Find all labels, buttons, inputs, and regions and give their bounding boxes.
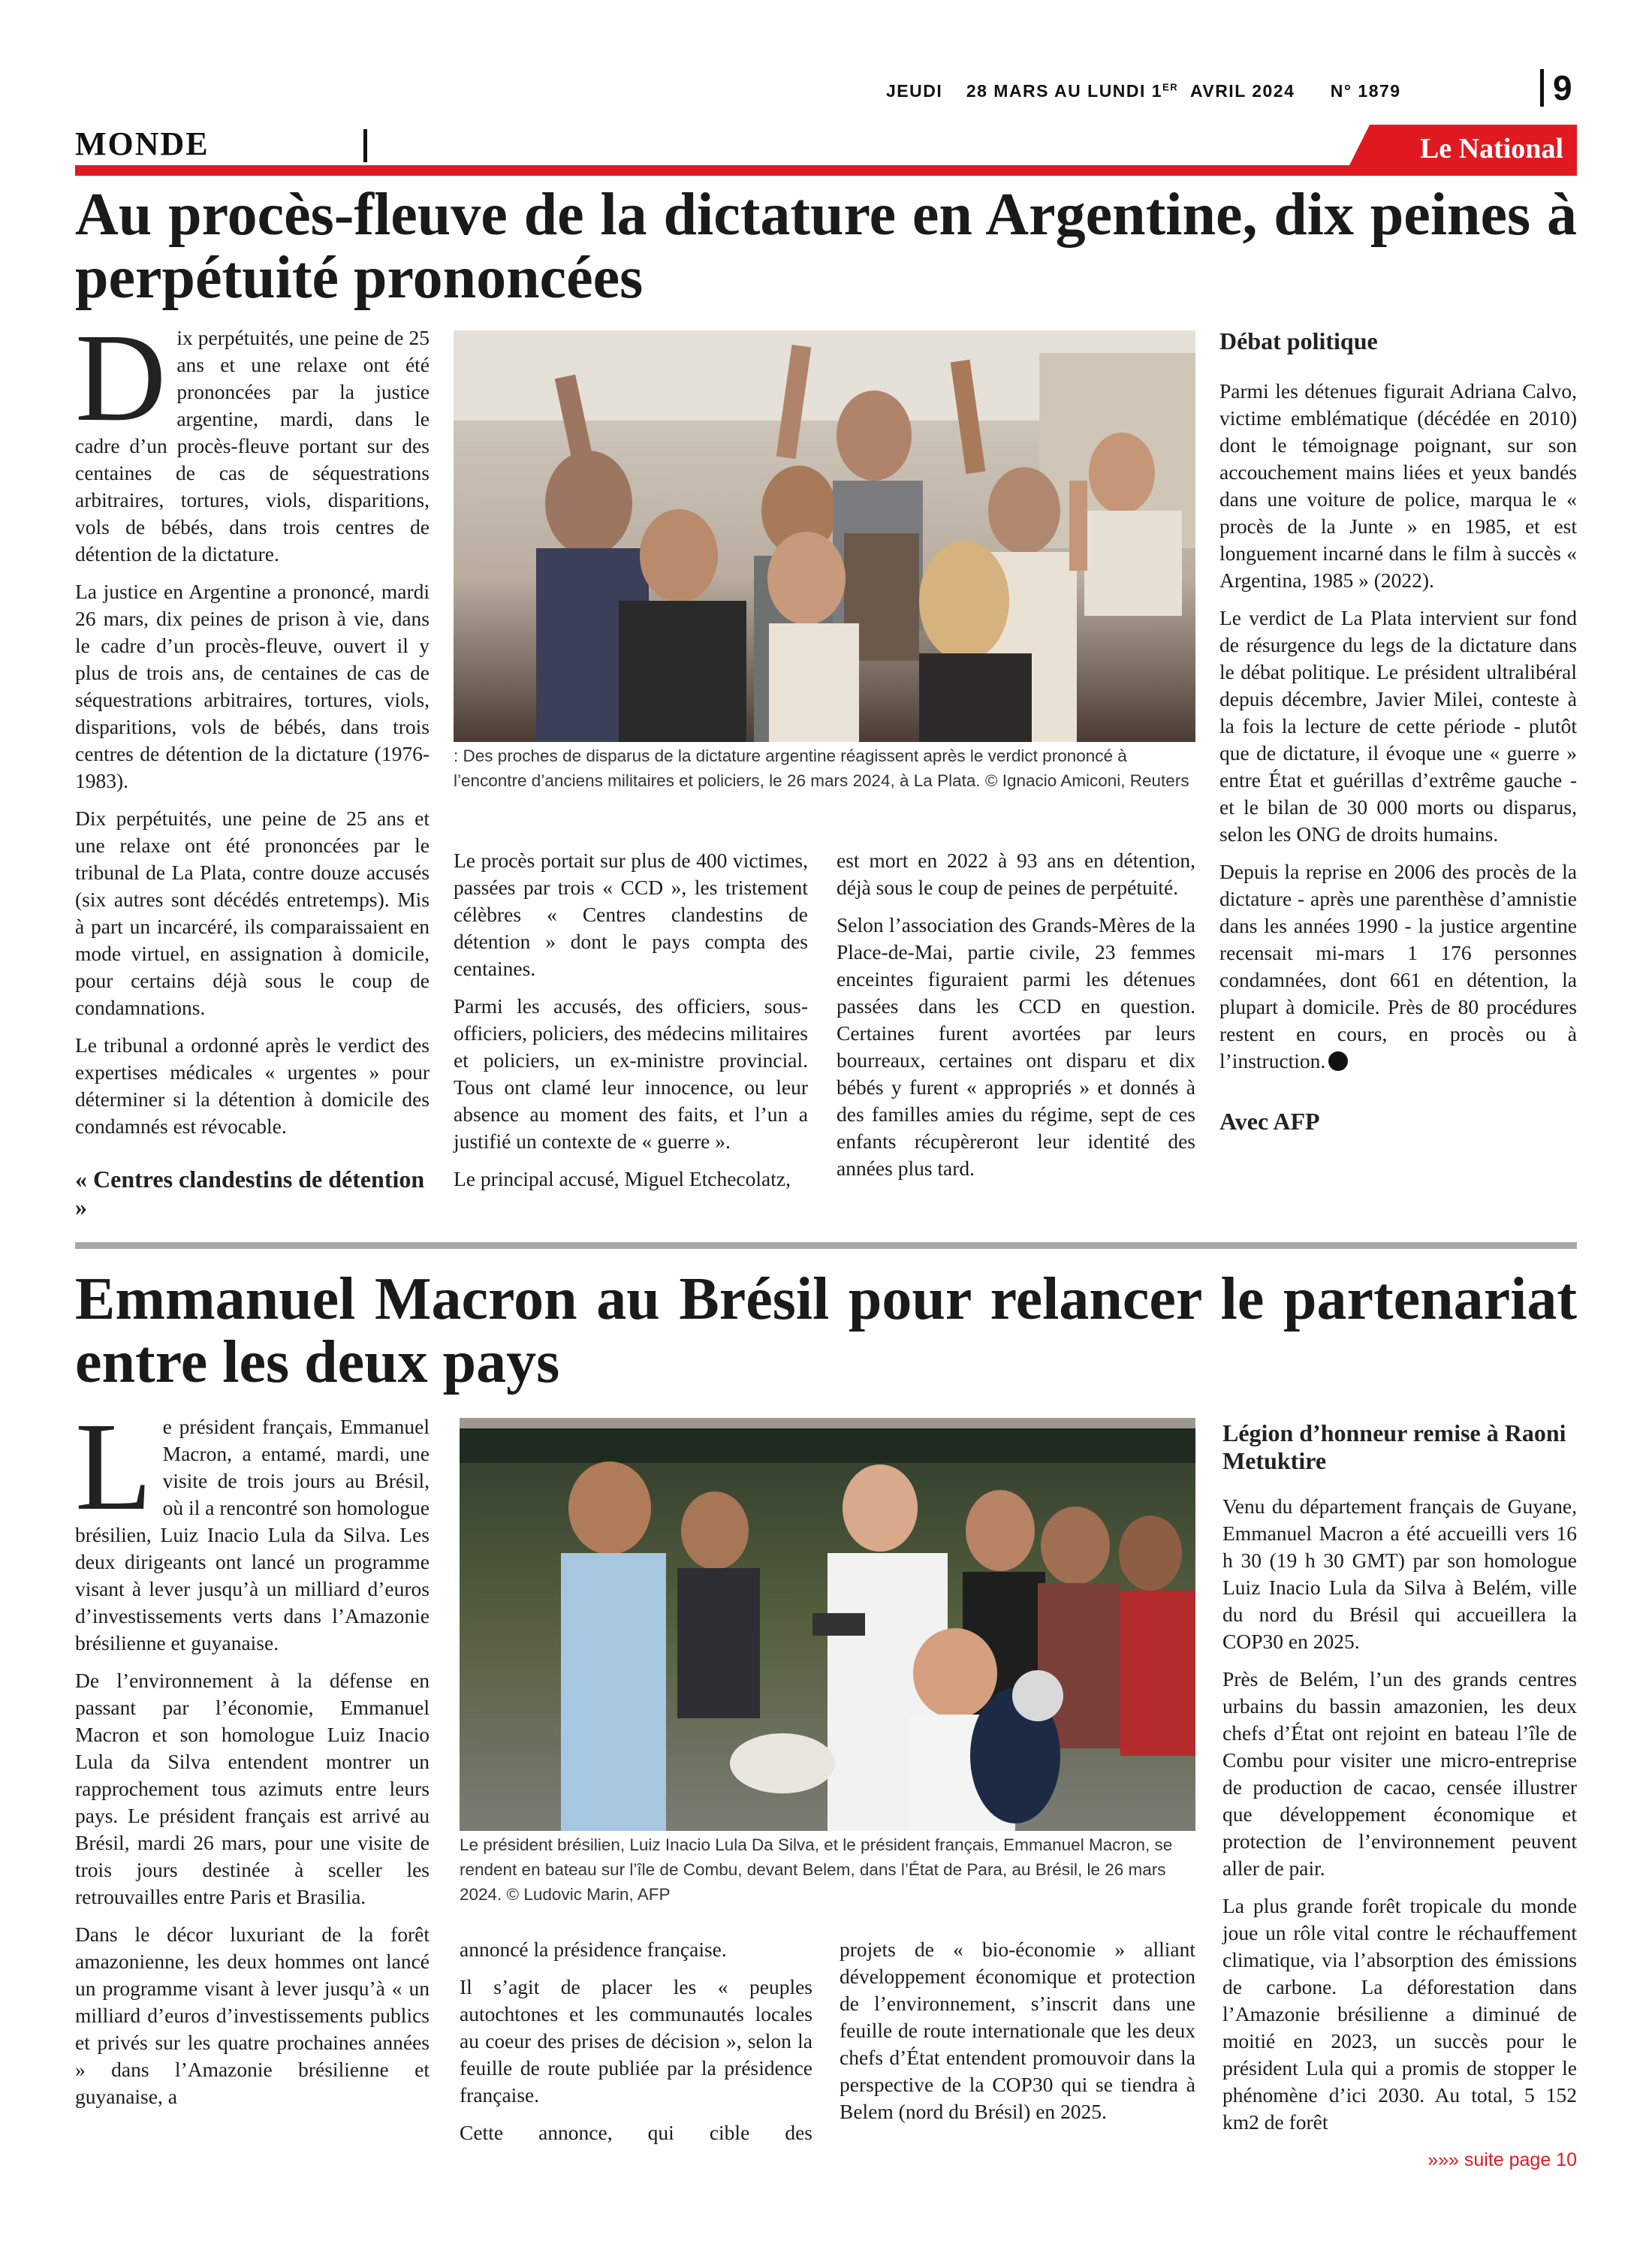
article1-paragraph: est mort en 2022 à 93 ans en détention, déjà sous le coup de peines de perpétuité. (837, 849, 1195, 899)
article-separator (75, 1242, 1577, 1249)
article1-paragraph: Depuis la reprise en 2006 des procès de la dictature - après une parenthèse d’amnistie dans les années 1990 - la justice argentine recensait mi-mars 1 176 personnes condamnées, dont 661 en détention, la plupart à domicile. Près de 80 procédures restent en cours, en procès ou à l’instruction. (1219, 860, 1577, 1072)
article2-paragraph: Dans le décor luxuriant de la forêt amazonienne, les deux hommes ont lancé un programme visant à lever jusqu’à « un milliard d’euros d’investissements publics et privés sur les quatre prochaines années » dans l’Amazonie brésilienne et guyanaise, a (75, 1923, 430, 2108)
date-end: AVRIL 2024 (1189, 81, 1295, 101)
article1-lead: ix perpétuités, une peine de 25 ans et une relaxe ont été prononcées par la justice argentine, mardi, dans le cadre d’un procès-fleuve portant sur des centaines de cas de séquestrations arbitraires, tortures, viols, disparitions, vols de bébés, dans trois centres de détention de la dictature. (75, 326, 430, 566)
article2-headline: Emmanuel Macron au Brésil pour relancer le partenariat entre les deux pays (75, 1266, 1577, 1395)
article1-headline: Au procès-fleuve de la dictature en Argentine, dix peines à perpétuité prononcées (75, 182, 1577, 311)
dateline (886, 81, 1547, 101)
article1-byline: Avec AFP (1219, 1108, 1320, 1135)
date-weekday: JEUDI (886, 81, 943, 101)
article2-paragraph: Près de Belém, l’un des grands centres urbains du bassin amazonien, les deux chefs d’État ont rejoint en bateau l’île de Combu pour visiter une micro-entreprise de production de cacao, censée illustrer que développement économique et protection de l’environnement peuvent aller de pair. (1222, 1667, 1577, 1880)
article1-subhead-ccd: « Centres clandestins de détention » (75, 1166, 425, 1220)
article1-paragraph: Le tribunal a ordonné après le verdict des expertises médicales « urgentes » pour déterminer si la détention à domicile des condamnés est révocable. (75, 1033, 430, 1138)
article2-paragraph: projets de « bio-économie » alliant développement économique et protection de l’environnement, s’inscrit dans une feuille de route internationale que les deux chefs d’État entendent promouvoir dans la perspective de la COP30 qui se tiendra à Belem (nord du Brésil) en 2025. (840, 1938, 1195, 2123)
article1-paragraph: Dix perpétuités, une peine de 25 ans et une relaxe ont été prononcées par le tribunal de La Plata, contre douze accusés (six autres sont décédés entretemps). Mis à part un incarcéré, ils comparaissaient en mode virtuel, en assignation à domicile, pour certains déjà sous le coup de condamnations. (75, 807, 430, 1019)
article1-paragraph: Selon l’association des Grands-Mères de la Place-de-Mai, partie civile, 23 femmes enceintes figuraient parmi les détenues passées dans les CCD en question. Certaines furent avortées par leurs bourreaux, certaines ont disparu et dix bébés y furent « appropriés » et donnés à des familles amies du régime, sept de ces enfants récupèreront leur identité des années plus tard. (837, 913, 1195, 1180)
page-number: 9 (1553, 68, 1572, 107)
article1-paragraph: Parmi les accusés, des officiers, sous-officiers, policiers, des médecins militaires et policiers, un ex-ministre provincial. Tous ont clamé leur innocence, ou leur absence au moment des faits, et l’un a justifié un contexte de « guerre ». (454, 994, 808, 1153)
article1-paragraph: La justice en Argentine a prononcé, mardi 26 mars, dix peines de prison à vie, dans le cadre d’un procès-fleuve, ouvert il y plus de trois ans, de centaines de cas de séquestrations arbitraires, tortures, viols, disparitions, vols de bébés, dans trois centres de détention de la dictature (1976-1983). (75, 580, 430, 792)
article1-paragraph: Le principal accusé, Miguel Etchecolatz, (454, 1167, 791, 1190)
article1-subhead-debat: Débat politique (1219, 327, 1378, 354)
article1-paragraph: Le procès portait sur plus de 400 victimes, passées par trois « CCD », les tristement célèbres « Centres clandestins de détention » dont le pays compta des centaines. (454, 849, 808, 980)
article1-photo-caption: : Des proches de disparus de la dictature argentine réagissent après le verdict prononcé à l’encontre d’anciens militaires et policiers, le 26 mars 2024, à La Plata. © Ignacio Amiconi, Reuters (454, 746, 1189, 790)
article2-photo (460, 1418, 1195, 1831)
end-of-article-icon (1328, 1051, 1348, 1071)
section-title: MONDE (75, 125, 210, 162)
article2-paragraph: Il s’agit de placer les « peuples autochtones et les communautés locales au coeur des prises de décision », selon la feuille de route publiée par la présidence française. (460, 1975, 812, 2107)
article2-column-3 (840, 1936, 1195, 2136)
article2-column-4 (1222, 1413, 1577, 2146)
article1-column-2 (454, 847, 808, 1203)
article2-photo-caption: Le président brésilien, Luiz Inacio Lula Da Silva, et le président français, Emmanuel Macron, se rendent en bateau sur l’île de Combu, devant Belem, dans l’État de Para, au Brésil, le 26 mars 2024. © Ludovic Marin, AFP (460, 1835, 1173, 1904)
section-divider (363, 129, 367, 162)
article2-dropcap: L (75, 1397, 152, 1537)
header-divider (1540, 69, 1544, 107)
article2-lead: e président français, Emmanuel Macron, a entamé, mardi, une visite de trois jours au Brésil, où il a rencontré son homologue brésilien, Luiz Inacio Lula da Silva. Les deux dirigeants ont lancé un programme visant à lever jusqu’à un milliard d’euros d’investissements verts dans l’Amazonie brésilienne et guyanaise. (75, 1415, 430, 1654)
article2-paragraph: La plus grande forêt tropicale du monde joue un rôle vital contre le réchauffement climatique, via l’absorption des émissions de carbone. La déforestation dans l’Amazonie brésilienne a diminué de moitié en 2023, un succès pour le président Lula qui a promis de stopper le phénomène d’ici 2030. Au total, 5 152 km2 de forêt (1222, 1894, 1577, 2134)
date-range: 28 MARS AU LUNDI 1 (966, 81, 1163, 101)
article1-column-3 (837, 847, 1195, 1193)
article2-paragraph: annoncé la présidence française. (460, 1938, 727, 1961)
issue-number: N° 1879 (1330, 81, 1401, 101)
article2-paragraph: Venu du département français de Guyane, Emmanuel Macron a été accueilli vers 16 h 30 (19 h 30 GMT) par son homologue Luiz Inacio Lula da Silva à Belém, ville du nord du Brésil qui accueillera la COP30 en 2025. (1222, 1494, 1577, 1653)
article2-subhead-legion: Légion d’honneur remise à Raoni Metuktire (1222, 1419, 1566, 1474)
article1-dropcap: D (75, 308, 167, 448)
article1-photo (454, 330, 1195, 742)
date-sup: ER (1162, 81, 1179, 93)
article1-paragraph: Parmi les détenues figurait Adriana Calvo, victime emblématique (décédée en 2010) dont le témoignage poignant, sur son accouchement mains liées et yeux bandés dans une voiture de police, marqua le « procès de la Junte » en 1985, et est longuement incarné dans le film à succès « Argentina, 1985 » (2022). (1219, 379, 1577, 592)
article2-column-1 (75, 1397, 430, 2121)
article1-column-1 (75, 308, 430, 1238)
article2-paragraph: De l’environnement à la défense en passant par l’économie, Emmanuel Macron et son homologue Luiz Inacio Lula da Silva entendent montrer un rapprochement tous azimuts entre leurs pays. Le président français est arrivé au Brésil, mardi 26 mars, pour une visite de trois jours destinée à sceller les retrouvailles entre Paris et Brasilia. (75, 1669, 430, 1908)
article1-column-4 (1219, 324, 1577, 1135)
article2-column-2 (460, 1936, 812, 2157)
article1-paragraph: Le verdict de La Plata intervient sur fond de résurgence du legs de la dictature dans le débat politique. Le président ultralibéral depuis décembre, Javier Milei, conteste à la fois la lecture de cette période - plutôt que de dictature, il évoque une « guerre » entre État et guérillas d’extrême gauche - et le bilan de 30 000 morts ou disparus, selon les ONG de droits humains. (1219, 606, 1577, 846)
article2-paragraph: Cette annonce, qui cible des (460, 2121, 812, 2144)
brand-name: Le National (1419, 133, 1563, 164)
continued-link[interactable]: »»» suite page 10 (1427, 2149, 1577, 2170)
